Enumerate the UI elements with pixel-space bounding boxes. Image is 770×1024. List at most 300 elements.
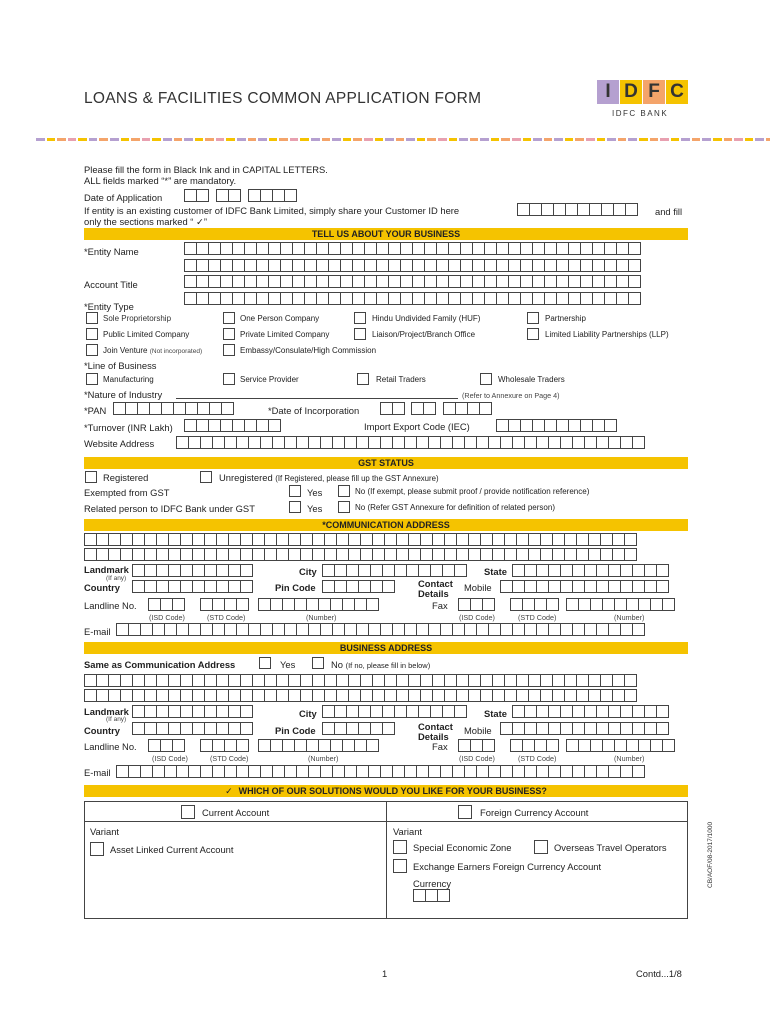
biz-details-label: Details: [418, 731, 449, 742]
biz-city-label: City: [299, 708, 317, 719]
stripe-dash: [554, 138, 563, 141]
char-cell[interactable]: [628, 275, 641, 288]
related-no-text: No: [355, 503, 366, 512]
related-no-label: [355, 503, 555, 512]
nature-ref-note: (Refer to Annexure on Page 4): [462, 391, 560, 400]
char-cell[interactable]: [632, 623, 645, 636]
retail-traders-label: Retail Traders: [376, 375, 426, 384]
iec-label: Import Export Code (IEC): [364, 421, 470, 432]
comm-pin-input[interactable]: [322, 580, 394, 593]
comm-email-label: E-mail: [84, 626, 111, 637]
char-cell[interactable]: [656, 705, 669, 718]
char-cell[interactable]: [366, 739, 379, 752]
account-title-input-row-2[interactable]: [184, 292, 640, 305]
stripe-dash: [755, 138, 764, 141]
stripe-dash: [332, 138, 341, 141]
stripe-dash: [121, 138, 130, 141]
comm-address-line-1[interactable]: [84, 533, 636, 546]
comm-landline-number[interactable]: [258, 598, 378, 611]
stripe-dash: [99, 138, 108, 141]
turnover-input[interactable]: [184, 419, 280, 432]
char-cell[interactable]: [236, 739, 249, 752]
biz-country-input[interactable]: [132, 722, 252, 735]
sez-label: Special Economic Zone: [413, 842, 512, 853]
comm-landline-isd[interactable]: [148, 598, 184, 611]
char-cell[interactable]: [382, 722, 395, 735]
stripe-dash: [269, 138, 278, 141]
comm-fax-std[interactable]: [510, 598, 558, 611]
private-limited-checkbox[interactable]: [223, 328, 235, 340]
stripe-dash: [300, 138, 309, 141]
biz-address-line-1[interactable]: [84, 674, 636, 687]
stripe-dash: [226, 138, 235, 141]
gst-registered-label: Registered: [103, 472, 149, 483]
one-person-company-label: One Person Company: [240, 314, 320, 323]
line-of-business-label: *Line of Business: [84, 360, 157, 371]
comm-contact-label: Contact: [418, 578, 453, 589]
retail-traders-checkbox[interactable]: [357, 373, 369, 385]
stripe-dash: [597, 138, 606, 141]
char-cell[interactable]: [240, 705, 253, 718]
char-cell[interactable]: [196, 189, 209, 202]
comm-fax-label: Fax: [432, 600, 448, 611]
comm-if-any-note: (If any): [106, 575, 127, 582]
stripe-dash: [575, 138, 584, 141]
doi-month-input[interactable]: [411, 402, 435, 415]
char-cell[interactable]: [268, 419, 281, 432]
manufacturing-checkbox[interactable]: [86, 373, 98, 385]
stripe-dash: [734, 138, 743, 141]
foreign-currency-checkbox[interactable]: [458, 805, 472, 819]
eefc-label: Exchange Earners Foreign Currency Account: [413, 861, 602, 872]
stripe-dash: [650, 138, 659, 141]
char-cell[interactable]: [172, 739, 185, 752]
date-month-input[interactable]: [216, 189, 240, 202]
biz-landline-number[interactable]: [258, 739, 378, 752]
stripe-dash: [628, 138, 637, 141]
public-limited-checkbox[interactable]: [86, 328, 98, 340]
biz-std-caption: (STD Code): [210, 754, 249, 763]
stripe-dash: [681, 138, 690, 141]
char-cell[interactable]: [662, 739, 675, 752]
comm-state-input[interactable]: [512, 564, 668, 577]
char-cell[interactable]: [624, 689, 637, 702]
entity-name-input-row-1[interactable]: [184, 242, 640, 255]
exempted-yes-checkbox[interactable]: [289, 485, 301, 497]
overseas-travel-label: Overseas Travel Operators: [554, 842, 667, 853]
stripe-dash: [216, 138, 225, 141]
logo-letter-f: F: [643, 80, 665, 104]
partnership-label: Partnership: [545, 314, 586, 323]
char-cell[interactable]: [221, 402, 234, 415]
biz-country-label: Country: [84, 725, 120, 736]
decorative-stripe: [36, 138, 770, 142]
logo-letter-c: C: [666, 80, 688, 104]
section-header-business: TELL US ABOUT YOUR BUSINESS: [84, 228, 688, 240]
stripe-dash: [68, 138, 77, 141]
biz-state-input[interactable]: [512, 705, 668, 718]
public-limited-label: Public Limited Company: [103, 330, 190, 339]
stripe-dash: [322, 138, 331, 141]
stripe-dash: [692, 138, 701, 141]
biz-mobile-label: Mobile: [464, 725, 492, 736]
exempted-no-note: (If exempt, please submit proof / provide notification reference): [367, 487, 590, 496]
biz-email-label: E-mail: [84, 767, 111, 778]
char-cell[interactable]: [656, 722, 669, 735]
huf-checkbox[interactable]: [354, 312, 366, 324]
char-cell[interactable]: [228, 189, 241, 202]
wholesale-traders-checkbox[interactable]: [480, 373, 492, 385]
biz-number-caption: (Number): [308, 754, 339, 763]
stripe-dash: [110, 138, 119, 141]
comm-landline-std[interactable]: [200, 598, 248, 611]
biz-contact-label: Contact: [418, 721, 453, 732]
turnover-label: *Turnover (INR Lakh): [84, 422, 173, 433]
stripe-dash: [396, 138, 405, 141]
stripe-dash: [586, 138, 595, 141]
not-incorporated-note: (Not incorporated): [149, 348, 203, 355]
asset-linked-checkbox[interactable]: [90, 842, 104, 856]
comm-city-input[interactable]: [322, 564, 466, 577]
biz-isd-caption: (ISD Code): [152, 754, 188, 763]
comm-pin-label: Pin Code: [275, 582, 316, 593]
tick-icon: ✓: [225, 786, 233, 796]
char-cell[interactable]: [479, 402, 492, 415]
asset-linked-label: Asset Linked Current Account: [110, 844, 234, 855]
stripe-dash: [385, 138, 394, 141]
manufacturing-label: Manufacturing: [103, 375, 154, 384]
embassy-label: Embassy/Consulate/High Commission: [240, 346, 377, 355]
stripe-dash: [523, 138, 532, 141]
pan-input[interactable]: [113, 402, 233, 415]
gst-registered-checkbox[interactable]: [85, 471, 97, 483]
date-of-application-label: Date of Application: [84, 192, 163, 203]
stripe-dash: [195, 138, 204, 141]
variant-label-left: Variant: [90, 826, 120, 837]
char-cell[interactable]: [604, 419, 617, 432]
biz-pin-label: Pin Code: [275, 725, 316, 736]
stripe-dash: [78, 138, 87, 141]
one-person-company-checkbox[interactable]: [223, 312, 235, 324]
form-code: CB/AOF/08-2017/1000: [707, 821, 714, 888]
char-cell[interactable]: [392, 402, 405, 415]
biz-landline-label: Landline No.: [84, 741, 137, 752]
current-account-checkbox[interactable]: [181, 805, 195, 819]
same-as-yes-checkbox[interactable]: [259, 657, 271, 669]
stripe-dash: [57, 138, 66, 141]
section-header-solutions: [84, 785, 688, 797]
biz-fax-isd-caption: (ISD Code): [459, 754, 495, 763]
stripe-dash: [375, 138, 384, 141]
account-title-label: Account Title: [84, 279, 138, 290]
exempted-label: Exempted from GST: [84, 487, 170, 498]
date-of-incorporation-label: *Date of Incorporation: [268, 405, 360, 416]
char-cell[interactable]: [482, 739, 495, 752]
stripe-dash: [205, 138, 214, 141]
doi-day-input[interactable]: [380, 402, 404, 415]
joint-venture-checkbox[interactable]: [86, 344, 98, 356]
biz-city-input[interactable]: [322, 705, 466, 718]
solutions-divider-v: [386, 801, 387, 919]
comm-fax-number[interactable]: [566, 598, 674, 611]
gst-unregistered-label: [219, 472, 439, 483]
stripe-dash: [279, 138, 288, 141]
stripe-dash: [491, 138, 500, 141]
account-title-input-row-1[interactable]: [184, 275, 640, 288]
comm-fax-isd[interactable]: [458, 598, 494, 611]
stripe-dash: [427, 138, 436, 141]
stripe-dash: [131, 138, 140, 141]
variant-label-right: Variant: [393, 826, 423, 837]
currency-input[interactable]: [413, 889, 449, 902]
comm-landline-label: Landline No.: [84, 600, 137, 611]
biz-fax-isd[interactable]: [458, 739, 494, 752]
comm-isd-caption: (ISD Code): [149, 613, 185, 622]
stripe-dash: [470, 138, 479, 141]
stripe-dash: [163, 138, 172, 141]
sections-marked-text: only the sections marked “ ✓”: [84, 216, 208, 227]
comm-country-label: Country: [84, 582, 120, 593]
stripe-dash: [184, 138, 193, 141]
stripe-dash: [174, 138, 183, 141]
service-provider-label: Service Provider: [240, 375, 299, 384]
char-cell[interactable]: [172, 598, 185, 611]
comm-mobile-input[interactable]: [500, 580, 668, 593]
instruction-line-2: ALL fields marked “*” are mandatory.: [84, 175, 237, 186]
entity-name-label: *Entity Name: [84, 246, 139, 257]
gst-unregistered-note: (If Registered, please fill up the GST Annexure): [275, 474, 439, 483]
char-cell[interactable]: [624, 548, 637, 561]
comm-landmark-input[interactable]: [132, 564, 252, 577]
stripe-dash: [618, 138, 627, 141]
gst-unregistered-text: Unregistered: [219, 472, 273, 483]
biz-landline-std[interactable]: [200, 739, 248, 752]
comm-address-line-2[interactable]: [84, 548, 636, 561]
same-as-no-label: [331, 659, 430, 670]
wholesale-traders-label: Wholesale Traders: [498, 375, 565, 384]
stripe-dash: [671, 138, 680, 141]
biz-landmark-label: Landmark: [84, 706, 129, 717]
stripe-dash: [258, 138, 267, 141]
doi-year-input[interactable]: [443, 402, 491, 415]
related-yes-checkbox[interactable]: [289, 501, 301, 513]
char-cell[interactable]: [628, 259, 641, 272]
exempted-yes-label: Yes: [307, 487, 323, 498]
biz-fax-std[interactable]: [510, 739, 558, 752]
char-cell[interactable]: [625, 203, 638, 216]
comm-landmark-label: Landmark: [84, 564, 129, 575]
instruction-line-1: Please fill the form in Black Ink and in CAPITAL LETTERS.: [84, 164, 328, 175]
char-cell[interactable]: [240, 722, 253, 735]
currency-label: Currency: [413, 878, 452, 889]
service-provider-checkbox[interactable]: [223, 373, 235, 385]
related-no-note: (Refer GST Annexure for definition of related person): [367, 503, 555, 512]
comm-fax-number-caption: (Number): [614, 613, 645, 622]
website-label: Website Address: [84, 438, 155, 449]
same-as-no-checkbox[interactable]: [312, 657, 324, 669]
gst-unregistered-checkbox[interactable]: [200, 471, 212, 483]
comm-mobile-label: Mobile: [464, 582, 492, 593]
stripe-dash: [512, 138, 521, 141]
same-as-no-note: (If no, please fill in below): [345, 661, 431, 670]
exempted-no-text: No: [355, 487, 366, 496]
stripe-dash: [237, 138, 246, 141]
biz-if-any-note: (If any): [106, 716, 127, 723]
nature-of-industry-label: *Nature of Industry: [84, 389, 163, 400]
related-person-label: Related person to IDFC Bank under GST: [84, 503, 255, 514]
stripe-dash: [459, 138, 468, 141]
stripe-dash: [364, 138, 373, 141]
related-yes-label: Yes: [307, 503, 323, 514]
biz-address-line-2[interactable]: [84, 689, 636, 702]
same-as-no-text: No: [331, 659, 343, 670]
char-cell[interactable]: [632, 765, 645, 778]
stripe-dash: [353, 138, 362, 141]
date-year-input[interactable]: [248, 189, 296, 202]
solutions-title: WHICH OF OUR SOLUTIONS WOULD YOU LIKE FOR YOUR BUSINESS?: [238, 786, 547, 796]
char-cell[interactable]: [284, 189, 297, 202]
char-cell[interactable]: [423, 402, 436, 415]
same-as-comm-label: Same as Communication Address: [84, 659, 236, 670]
biz-email-input[interactable]: [116, 765, 644, 778]
section-header-communication-address: *COMMUNICATION ADDRESS: [84, 519, 688, 531]
stripe-dash: [343, 138, 352, 141]
char-cell[interactable]: [454, 705, 467, 718]
biz-fax-number-caption: (Number): [614, 754, 645, 763]
partnership-checkbox[interactable]: [527, 312, 539, 324]
form-title: LOANS & FACILITIES COMMON APPLICATION FORM: [84, 90, 482, 107]
stripe-dash: [417, 138, 426, 141]
stripe-dash: [142, 138, 151, 141]
stripe-dash: [565, 138, 574, 141]
char-cell[interactable]: [628, 292, 641, 305]
embassy-checkbox[interactable]: [223, 344, 235, 356]
biz-landmark-input[interactable]: [132, 705, 252, 718]
stripe-dash: [290, 138, 299, 141]
char-cell[interactable]: [240, 564, 253, 577]
comm-country-input[interactable]: [132, 580, 252, 593]
char-cell[interactable]: [454, 564, 467, 577]
stripe-dash: [406, 138, 415, 141]
stripe-dash: [47, 138, 56, 141]
iec-input[interactable]: [496, 419, 616, 432]
comm-fax-isd-caption: (ISD Code): [459, 613, 495, 622]
same-as-yes-label: Yes: [280, 659, 296, 670]
char-cell[interactable]: [437, 889, 450, 902]
stripe-dash: [449, 138, 458, 141]
stripe-dash: [713, 138, 722, 141]
comm-fax-std-caption: (STD Code): [518, 613, 557, 622]
llp-label: Limited Liability Partnerships (LLP): [545, 330, 669, 339]
entity-type-label: *Entity Type: [84, 301, 134, 312]
comm-state-label: State: [484, 566, 507, 577]
sole-proprietorship-label: Sole Proprietorship: [103, 314, 172, 323]
char-cell[interactable]: [236, 598, 249, 611]
exempted-no-checkbox[interactable]: [338, 485, 350, 497]
biz-landline-isd[interactable]: [148, 739, 184, 752]
liaison-office-label: Liaison/Project/Branch Office: [372, 330, 476, 339]
char-cell[interactable]: [656, 564, 669, 577]
char-cell[interactable]: [240, 580, 253, 593]
nature-of-industry-input[interactable]: [176, 398, 458, 399]
logo-letter-i: I: [597, 80, 619, 104]
stripe-dash: [639, 138, 648, 141]
biz-fax-number[interactable]: [566, 739, 674, 752]
joint-venture-text: Join Venture: [103, 346, 148, 355]
stripe-dash: [311, 138, 320, 141]
current-account-label: Current Account: [202, 807, 270, 818]
liaison-office-checkbox[interactable]: [354, 328, 366, 340]
biz-pin-input[interactable]: [322, 722, 394, 735]
website-input[interactable]: [176, 436, 644, 449]
stripe-dash: [36, 138, 45, 141]
char-cell[interactable]: [624, 533, 637, 546]
stripe-dash: [745, 138, 754, 141]
customer-id-input[interactable]: [517, 203, 637, 216]
stripe-dash: [607, 138, 616, 141]
char-cell[interactable]: [656, 580, 669, 593]
eefc-checkbox[interactable]: [393, 859, 407, 873]
char-cell[interactable]: [366, 598, 379, 611]
sez-checkbox[interactable]: [393, 840, 407, 854]
stripe-dash: [248, 138, 257, 141]
char-cell[interactable]: [546, 739, 559, 752]
stripe-dash: [89, 138, 98, 141]
and-fill-text: and fill: [655, 206, 683, 217]
stripe-dash: [724, 138, 733, 141]
stripe-dash: [544, 138, 553, 141]
private-limited-label: Private Limited Company: [240, 330, 330, 339]
related-no-checkbox[interactable]: [338, 501, 350, 513]
char-cell[interactable]: [382, 580, 395, 593]
stripe-dash: [501, 138, 510, 141]
exempted-no-label: [355, 487, 589, 496]
date-of-application-input[interactable]: [184, 189, 208, 202]
biz-mobile-input[interactable]: [500, 722, 668, 735]
bank-name: IDFC BANK: [612, 109, 669, 118]
biz-state-label: State: [484, 708, 507, 719]
char-cell[interactable]: [632, 436, 645, 449]
stripe-dash: [438, 138, 447, 141]
biz-fax-std-caption: (STD Code): [518, 754, 557, 763]
char-cell[interactable]: [482, 598, 495, 611]
overseas-travel-checkbox[interactable]: [534, 840, 548, 854]
page-number: 1: [382, 968, 388, 979]
entity-name-input-row-2[interactable]: [184, 259, 640, 272]
comm-city-label: City: [299, 566, 317, 577]
stripe-dash: [660, 138, 669, 141]
section-header-business-address: BUSINESS ADDRESS: [84, 642, 688, 654]
llp-checkbox[interactable]: [527, 328, 539, 340]
stripe-dash: [702, 138, 711, 141]
idfc-logo: [597, 80, 689, 104]
char-cell[interactable]: [662, 598, 675, 611]
stripe-dash: [766, 138, 770, 141]
logo-letter-d: D: [620, 80, 642, 104]
char-cell[interactable]: [546, 598, 559, 611]
foreign-currency-label: Foreign Currency Account: [480, 807, 589, 818]
stripe-dash: [480, 138, 489, 141]
char-cell[interactable]: [624, 674, 637, 687]
continued-text: Contd...1/8: [636, 968, 682, 979]
char-cell[interactable]: [628, 242, 641, 255]
comm-email-input[interactable]: [116, 623, 644, 636]
biz-fax-label: Fax: [432, 741, 448, 752]
comm-details-label: Details: [418, 588, 449, 599]
pan-label: *PAN: [84, 405, 107, 416]
section-header-gst: GST STATUS: [84, 457, 688, 469]
sole-proprietorship-checkbox[interactable]: [86, 312, 98, 324]
